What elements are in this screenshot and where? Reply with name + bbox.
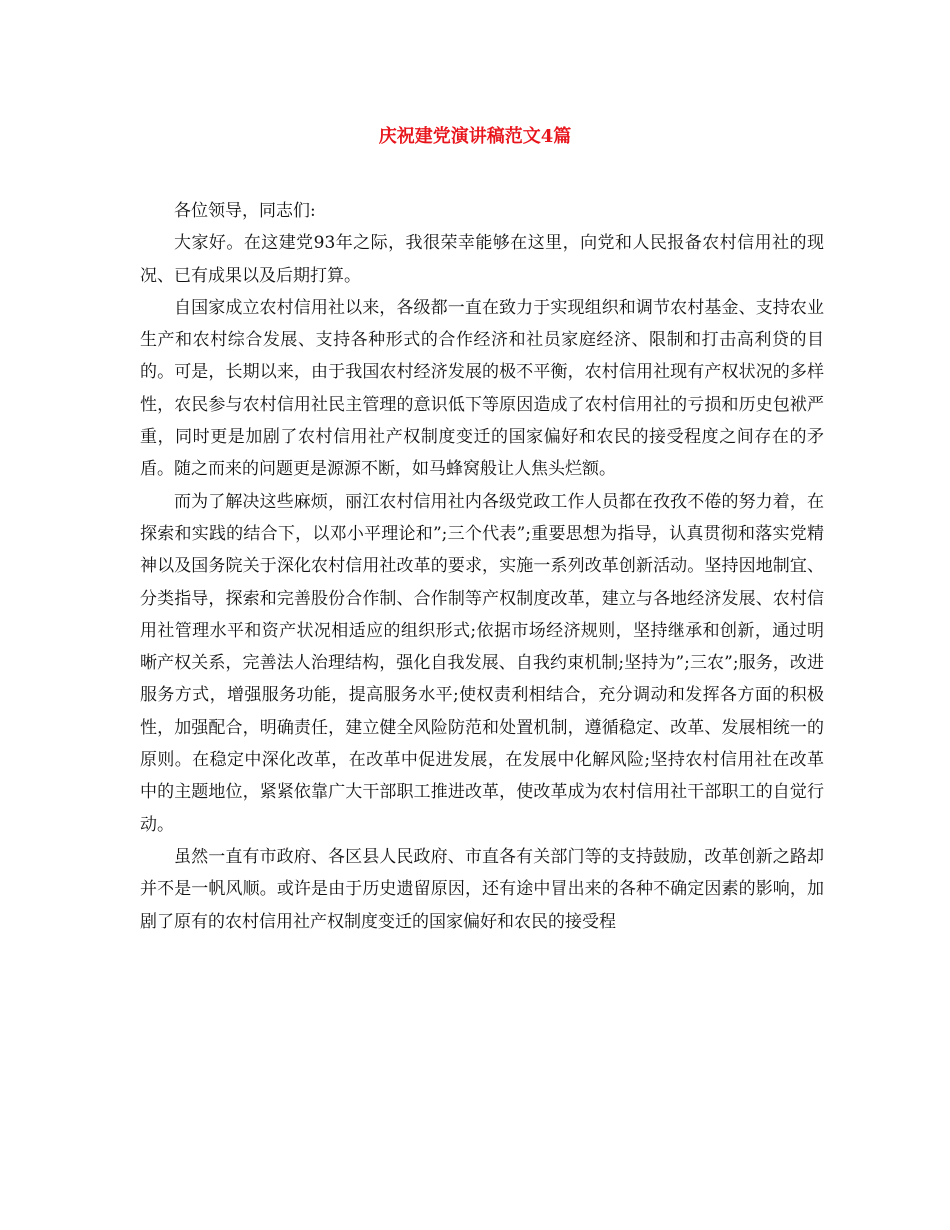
paragraph-3: 而为了解决这些麻烦，丽江农村信用社内各级党政工作人员都在孜孜不倦的努力着，在探索和实践的结合下，以邓小平理论和”;三个代表”;重要思想为指导，认真贯彻和落实党精神以及国务院关于深化农村信用社改革的要求，实施一系列改革创新活动。坚持因地制宜、分类指导，探索和完善股份合作制、合作制等产权制度改革，建立与各地经济发展、农村信用社管理水平和资产状况相适应的组织形式;依据市场经济规则，坚持继承和创新，通过明晰产权关系，完善法人治理结构，强化自我发展、自我约束机制;坚持为”;三农”;服务，改进服务方式，增强服务功能，提高服务水平;使权责利相结合，充分调动和发挥各方面的积极性，加强配合，明确责任，建立健全风险防范和处置机制，遵循稳定、改革、发展相统一的原则。在稳定中深化改革，在改革中促进发展，在发展中化解风险;坚持农村信用社在改革中的主题地位，紧紧依靠广大干部职工推进改革，使改革成为农村信用社干部职工的自觉行动。 xyxy=(140,491,824,835)
paragraph-4: 虽然一直有市政府、各区县人民政府、市直各有关部门等的支持鼓励，改革创新之路却并不是一帆风顺。或许是由于历史遗留原因，还有途中冒出来的各种不确定因素的影响，加剧了原有的农村信用社产权制度变迁的国家偏好和农民的接受程 xyxy=(140,846,824,932)
document-title: 庆祝建党演讲稿范文4篇 xyxy=(378,126,572,147)
paragraph-greeting: 各位领导，同志们: xyxy=(174,201,316,221)
paragraph-2: 自国家成立农村信用社以来，各级都一直在致力于实现组织和调节农村基金、支持农业生产和农村综合发展、支持各种形式的合作经济和社员家庭经济、限制和打击高利贷的目的。可是，长期以来，由于我国农村经济发展的极不平衡，农村信用社现有产权状况的多样性，农民参与农村信用社民主管理的意识低下等原因造成了农村信用社的亏损和历史包袱严重，同时更是加剧了农村信用社产权制度变迁的国家偏好和农民的接受程度之间存在的矛盾。随之而来的问题更是源源不断，如马蜂窝般让人焦头烂额。 xyxy=(140,297,824,480)
document-body xyxy=(140,195,824,938)
paragraph-1: 大家好。在这建党93年之际，我很荣幸能够在这里，向党和人民报备农村信用社的现况、已有成果以及后期打算。 xyxy=(140,233,824,286)
